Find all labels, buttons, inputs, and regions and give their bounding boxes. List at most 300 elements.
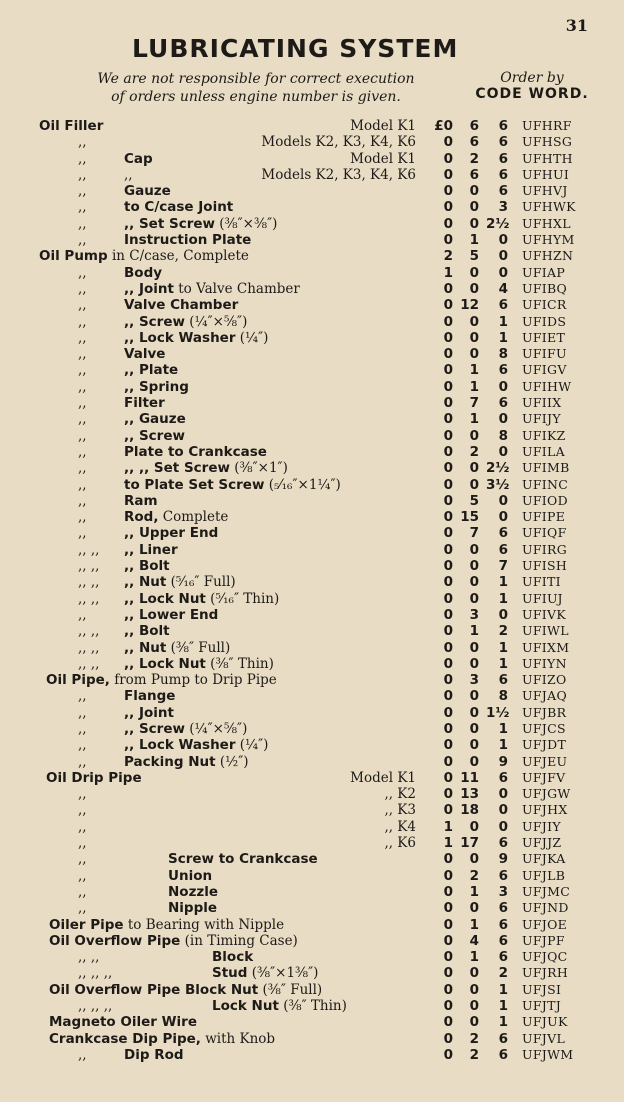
- part-name: Rod,: [124, 509, 159, 526]
- part-description: [124, 493, 158, 509]
- price-shillings: 17: [460, 835, 479, 852]
- ditto-marks: ,,: [78, 199, 87, 216]
- part-row: [0, 623, 624, 639]
- model-label: Model K1: [350, 769, 416, 786]
- part-spec: (¼″×⅝″): [184, 720, 248, 737]
- part-spec: (¼″): [235, 737, 269, 754]
- part-spec: to Valve Chamber: [173, 280, 300, 297]
- part-description: [124, 330, 268, 346]
- part-row: [0, 542, 624, 558]
- price-shillings: 0: [469, 753, 479, 770]
- disclaimer-note: [86, 70, 426, 106]
- price-shillings: 1: [469, 623, 479, 640]
- price-shillings: 5: [469, 248, 479, 265]
- part-description: [212, 965, 318, 981]
- ditto-marks: ,,: [78, 606, 87, 623]
- price-shillings: 0: [469, 981, 479, 998]
- price-shillings: 0: [469, 965, 479, 982]
- part-description: [49, 933, 298, 949]
- disclaimer-line-2: of orders unless engine number is given.: [111, 89, 401, 105]
- price-shillings: 0: [469, 900, 479, 917]
- price-pounds: 0: [443, 362, 453, 379]
- price-pounds: 0: [443, 166, 453, 183]
- price-pounds: 0: [443, 704, 453, 721]
- part-name: Nozzle: [168, 883, 219, 900]
- part-row: [0, 134, 624, 150]
- code-word: UFHXL: [522, 215, 571, 231]
- price-pounds: 0: [443, 639, 453, 656]
- part-description: [124, 444, 267, 460]
- order-by-label: Order by: [500, 70, 564, 86]
- code-word: UFJUK: [522, 1014, 568, 1030]
- part-description: [39, 248, 249, 264]
- code-word: UFIWL: [522, 623, 569, 639]
- part-name: Stud: [212, 965, 248, 982]
- code-word: UFIHW: [522, 378, 572, 394]
- price-pence: 1: [498, 998, 508, 1015]
- price-shillings: 0: [469, 476, 479, 493]
- code-word: UFJND: [522, 900, 569, 916]
- part-name: Magneto Oiler Wire: [49, 1014, 197, 1031]
- code-word: UFJLB: [522, 867, 566, 883]
- price-pounds: 0: [443, 883, 453, 900]
- part-row: [0, 868, 624, 884]
- part-description: [124, 281, 300, 297]
- price-pence: 0: [498, 264, 508, 281]
- price-shillings: 6: [469, 134, 479, 151]
- price-pounds: 0: [443, 606, 453, 623]
- part-row: [0, 460, 624, 476]
- price-pounds: 0: [443, 590, 453, 607]
- part-row: [0, 493, 624, 509]
- code-word-heading: CODE WORD.: [475, 86, 589, 102]
- price-pounds: 0: [443, 280, 453, 297]
- price-pence: 2½: [486, 460, 510, 477]
- price-shillings: 0: [469, 590, 479, 607]
- part-name: Valve: [124, 346, 166, 363]
- part-spec: (⅜″ Thin): [278, 998, 347, 1015]
- price-pence: 6: [498, 835, 508, 852]
- price-pounds: 0: [443, 395, 453, 412]
- model-label: ,, K3: [384, 802, 416, 819]
- price-pounds: 0: [443, 623, 453, 640]
- part-spec: (₅⁄₁₆″×1¼″): [264, 476, 341, 493]
- ditto-marks: ,,: [78, 704, 87, 721]
- part-name: ,, Set Screw: [124, 215, 215, 232]
- code-word: UFJOE: [522, 916, 568, 932]
- price-pence: 2: [498, 623, 508, 640]
- code-word: UFHZN: [522, 248, 574, 264]
- price-shillings: 0: [469, 688, 479, 705]
- part-name: Nipple: [168, 900, 218, 917]
- part-name: ,, Spring: [124, 378, 189, 395]
- price-pence: 1: [498, 590, 508, 607]
- page-title: LUBRICATING SYSTEM: [132, 34, 459, 63]
- part-description: [124, 754, 249, 770]
- part-description: [124, 574, 236, 590]
- price-pounds: 0: [443, 965, 453, 982]
- price-shillings: 0: [469, 427, 479, 444]
- code-word: UFHRF: [522, 118, 572, 133]
- part-description: [124, 688, 175, 704]
- part-name: Oil Filler: [39, 118, 104, 134]
- price-pounds: 0: [443, 297, 453, 314]
- model-label: Models K2, K3, K4, K6: [261, 134, 416, 151]
- part-spec: Complete: [158, 509, 229, 526]
- code-word: UFJSI: [522, 981, 562, 997]
- part-name: ,, Bolt: [124, 558, 170, 575]
- part-name: Filter: [124, 395, 165, 412]
- part-name: ,, Nut: [124, 574, 167, 591]
- part-row: [0, 362, 624, 378]
- part-description: [124, 183, 171, 199]
- price-pence: 1: [498, 720, 508, 737]
- price-pounds: 1: [443, 818, 453, 835]
- price-pence: 0: [498, 786, 508, 803]
- part-name: ,, Screw: [124, 720, 185, 737]
- part-row: [0, 444, 624, 460]
- part-name: ,, Upper End: [124, 525, 219, 542]
- ditto-marks: ,, ,,: [78, 558, 100, 575]
- part-spec: (¼″): [235, 329, 269, 346]
- price-pence: 1: [498, 639, 508, 656]
- ditto-marks: ,,: [78, 166, 87, 183]
- price-pounds: 0: [443, 900, 453, 917]
- price-shillings: 7: [469, 395, 479, 412]
- price-pence: 0: [498, 443, 508, 460]
- code-word: UFITI: [522, 574, 561, 590]
- price-pounds: 0: [443, 688, 453, 705]
- part-row: [0, 917, 624, 933]
- code-word: UFJHX: [522, 802, 568, 818]
- price-shillings: 0: [469, 346, 479, 363]
- price-pounds: 0: [443, 525, 453, 542]
- ditto-marks: ,,: [78, 427, 87, 444]
- price-pounds: 0: [443, 215, 453, 232]
- part-row: [0, 884, 624, 900]
- price-shillings: 1: [469, 883, 479, 900]
- part-row: [0, 591, 624, 607]
- part-row: [0, 640, 624, 656]
- ditto-marks: ,,: [78, 411, 87, 428]
- price-pence: 6: [498, 395, 508, 412]
- code-word: UFIBQ: [522, 280, 568, 296]
- ditto-marks: ,,: [78, 280, 87, 297]
- price-pence: 6: [498, 362, 508, 379]
- part-name: Packing Nut: [124, 753, 216, 770]
- part-spec: with Knob: [200, 1030, 276, 1047]
- part-spec: (⁵⁄₁₆″ Thin): [205, 590, 280, 607]
- ditto-marks: ,,: [78, 476, 87, 493]
- ditto-marks: ,,: [78, 329, 87, 346]
- ditto-marks: ,,: [78, 509, 87, 526]
- code-word: UFIUJ: [522, 590, 563, 606]
- price-pounds: 0: [443, 867, 453, 884]
- price-pounds: 0: [443, 150, 453, 167]
- price-pounds: 1: [443, 835, 453, 852]
- ditto-marks: ,, ,, ,,: [78, 998, 113, 1015]
- price-shillings: 6: [469, 118, 479, 134]
- part-name: Oil Pump: [39, 248, 108, 265]
- price-pence: 6: [498, 166, 508, 183]
- price-pence: 1: [498, 329, 508, 346]
- price-pence: 1: [498, 313, 508, 330]
- code-word: UFIQF: [522, 525, 567, 541]
- page-number: 31: [565, 16, 588, 35]
- price-shillings: 2: [469, 1046, 479, 1063]
- price-pounds: 0: [443, 720, 453, 737]
- part-row: [0, 754, 624, 770]
- price-shillings: 0: [469, 215, 479, 232]
- ditto-marks: ,, ,,: [78, 541, 100, 558]
- part-description: [212, 949, 253, 965]
- ditto-marks: ,,: [78, 183, 87, 200]
- part-name: ,, Plate: [124, 362, 179, 379]
- part-name: Oil Pipe,: [46, 672, 110, 689]
- code-word: UFHYM: [522, 232, 575, 248]
- part-spec: (½″): [215, 753, 249, 770]
- code-word: UFIGV: [522, 362, 567, 378]
- price-pence: 6: [498, 916, 508, 933]
- ditto-marks: ,,: [78, 313, 87, 330]
- price-pounds: 0: [443, 199, 453, 216]
- ditto-marks: ,,: [78, 525, 87, 542]
- price-pence: 2½: [486, 215, 510, 232]
- part-row: [0, 721, 624, 737]
- price-shillings: 0: [469, 199, 479, 216]
- part-name: Oil Drip Pipe: [46, 769, 142, 786]
- ditto-marks: ,,: [78, 443, 87, 460]
- part-name: Lock Nut: [212, 998, 279, 1015]
- model-label: Models K2, K3, K4, K6: [261, 166, 416, 183]
- ditto-marks: ,,: [78, 900, 87, 917]
- part-name: ,, Screw: [124, 427, 185, 444]
- price-pence: 7: [498, 558, 508, 575]
- parts-list: [0, 118, 624, 1063]
- part-row: [0, 281, 624, 297]
- part-description: [46, 672, 277, 688]
- part-description: [124, 1047, 184, 1063]
- ditto-marks: ,,: [78, 460, 87, 477]
- part-name: Body: [124, 264, 163, 281]
- ditto-marks: ,,: [78, 851, 87, 868]
- price-pence: 6: [498, 867, 508, 884]
- part-row: [0, 118, 624, 134]
- part-row: [0, 199, 624, 215]
- part-row: [0, 998, 624, 1014]
- part-spec: ,,: [124, 166, 133, 183]
- part-name: Screw to Crankcase: [168, 851, 318, 868]
- price-pence: 0: [498, 232, 508, 249]
- part-row: [0, 786, 624, 802]
- price-pounds: 0: [443, 769, 453, 786]
- part-name: Oil Overflow Pipe Block Nut: [49, 981, 259, 998]
- price-pence: 2: [498, 965, 508, 982]
- part-description: [124, 721, 247, 737]
- ditto-marks: ,,: [78, 1046, 87, 1063]
- part-name: ,, Lock Nut: [124, 655, 206, 672]
- part-description: [168, 851, 318, 867]
- part-description: [124, 477, 341, 493]
- part-row: [0, 982, 624, 998]
- price-pounds: 0: [443, 541, 453, 558]
- price-pence: 6: [498, 1030, 508, 1047]
- price-shillings: 2: [469, 150, 479, 167]
- part-row: [0, 802, 624, 818]
- part-name: Dip Rod: [124, 1046, 184, 1063]
- ditto-marks: ,, ,,: [78, 574, 100, 591]
- part-description: [124, 167, 133, 183]
- part-spec: (¼″×⅝″): [184, 313, 248, 330]
- part-spec: (⅜″×1″): [229, 460, 288, 477]
- part-description: [124, 525, 218, 541]
- part-description: [124, 379, 189, 395]
- code-word: UFJJZ: [522, 835, 562, 851]
- part-row: [0, 411, 624, 427]
- part-spec: (⅜″×1⅜″): [247, 965, 319, 982]
- part-row: [0, 167, 624, 183]
- part-spec: from Pump to Drip Pipe: [109, 672, 277, 689]
- code-word: UFJEU: [522, 753, 568, 769]
- price-pence: 0: [498, 378, 508, 395]
- price-pounds: 0: [443, 1014, 453, 1031]
- ditto-marks: ,, ,,: [78, 590, 100, 607]
- price-pence: 6: [498, 900, 508, 917]
- price-pence: 0: [498, 492, 508, 509]
- price-shillings: 12: [460, 297, 479, 314]
- part-description: [49, 1031, 275, 1047]
- price-pounds: £0: [434, 118, 453, 134]
- price-shillings: 13: [460, 786, 479, 803]
- part-row: [0, 216, 624, 232]
- price-pounds: 0: [443, 655, 453, 672]
- part-name: ,, Joint: [124, 280, 174, 297]
- code-word: UFJIY: [522, 818, 561, 834]
- price-shillings: 0: [469, 851, 479, 868]
- price-pence: 0: [498, 411, 508, 428]
- code-word: UFJPF: [522, 932, 565, 948]
- code-word: UFJBR: [522, 704, 567, 720]
- ditto-marks: ,,: [78, 134, 87, 151]
- model-label: Model K1: [350, 118, 416, 134]
- code-word: UFIPE: [522, 509, 566, 525]
- part-row: [0, 900, 624, 916]
- ditto-marks: ,, ,,: [78, 623, 100, 640]
- part-name: Block: [212, 949, 254, 966]
- code-word: UFHVJ: [522, 183, 568, 199]
- price-shillings: 0: [469, 541, 479, 558]
- part-name: ,, ,, Set Screw: [124, 460, 230, 477]
- price-pence: 1: [498, 574, 508, 591]
- code-word: UFIFU: [522, 346, 567, 362]
- ditto-marks: ,,: [78, 150, 87, 167]
- code-word: UFJQC: [522, 949, 568, 965]
- price-pounds: 1: [443, 264, 453, 281]
- part-description: [212, 998, 347, 1014]
- ditto-marks: ,,: [78, 362, 87, 379]
- code-word: UFJMC: [522, 883, 571, 899]
- part-row: [0, 525, 624, 541]
- part-row: [0, 314, 624, 330]
- code-word: UFHUI: [522, 166, 570, 182]
- code-word: UFIYN: [522, 655, 567, 671]
- part-row: [0, 705, 624, 721]
- part-name: to C/case Joint: [124, 199, 234, 216]
- price-pounds: 0: [443, 981, 453, 998]
- price-pence: 0: [498, 818, 508, 835]
- price-pounds: 0: [443, 492, 453, 509]
- price-pence: 8: [498, 346, 508, 363]
- price-pounds: 0: [443, 443, 453, 460]
- part-spec: (⅜″ Thin): [205, 655, 274, 672]
- part-row: [0, 1047, 624, 1063]
- part-row: [0, 477, 624, 493]
- part-name: Ram: [124, 492, 158, 509]
- ditto-marks: ,,: [78, 215, 87, 232]
- ditto-marks: ,, ,,: [78, 655, 100, 672]
- price-shillings: 6: [469, 166, 479, 183]
- price-pounds: 0: [443, 949, 453, 966]
- part-row: [0, 151, 624, 167]
- price-pounds: 0: [443, 232, 453, 249]
- code-word: UFHSG: [522, 134, 573, 150]
- price-shillings: 1: [469, 949, 479, 966]
- part-description: [168, 868, 212, 884]
- part-description: [168, 900, 217, 916]
- price-shillings: 7: [469, 525, 479, 542]
- price-pence: 6: [498, 949, 508, 966]
- price-pounds: 0: [443, 183, 453, 200]
- ditto-marks: ,,: [78, 753, 87, 770]
- code-word: UFIRG: [522, 541, 568, 557]
- disclaimer-line-1: We are not responsible for correct execution: [97, 71, 415, 87]
- ditto-marks: ,, ,, ,,: [78, 965, 113, 982]
- price-pence: 0: [498, 248, 508, 265]
- price-pence: 6: [498, 118, 508, 134]
- ditto-marks: ,,: [78, 867, 87, 884]
- part-description: [124, 151, 153, 167]
- price-pence: 3: [498, 883, 508, 900]
- code-word: UFIXM: [522, 639, 570, 655]
- ditto-marks: ,,: [78, 378, 87, 395]
- part-row: [0, 851, 624, 867]
- price-pounds: 0: [443, 672, 453, 689]
- ditto-marks: ,,: [78, 802, 87, 819]
- part-row: [0, 672, 624, 688]
- code-word: UFINC: [522, 476, 569, 492]
- code-word: UFJWM: [522, 1046, 574, 1062]
- part-row: [0, 1031, 624, 1047]
- price-pence: 3: [498, 199, 508, 216]
- part-name: Crankcase Dip Pipe,: [49, 1030, 201, 1047]
- part-description: [124, 640, 230, 656]
- model-label: ,, K2: [384, 786, 416, 803]
- price-pounds: 2: [443, 248, 453, 265]
- price-shillings: 0: [469, 704, 479, 721]
- part-name: to Plate Set Screw: [124, 476, 265, 493]
- price-pounds: 0: [443, 558, 453, 575]
- price-shillings: 0: [469, 313, 479, 330]
- price-pounds: 0: [443, 1046, 453, 1063]
- price-pence: 8: [498, 688, 508, 705]
- ditto-marks: ,,: [78, 395, 87, 412]
- price-pounds: 0: [443, 1030, 453, 1047]
- part-row: [0, 558, 624, 574]
- price-pence: 1: [498, 1014, 508, 1031]
- price-pounds: 0: [443, 411, 453, 428]
- part-row: [0, 509, 624, 525]
- price-pence: 1: [498, 655, 508, 672]
